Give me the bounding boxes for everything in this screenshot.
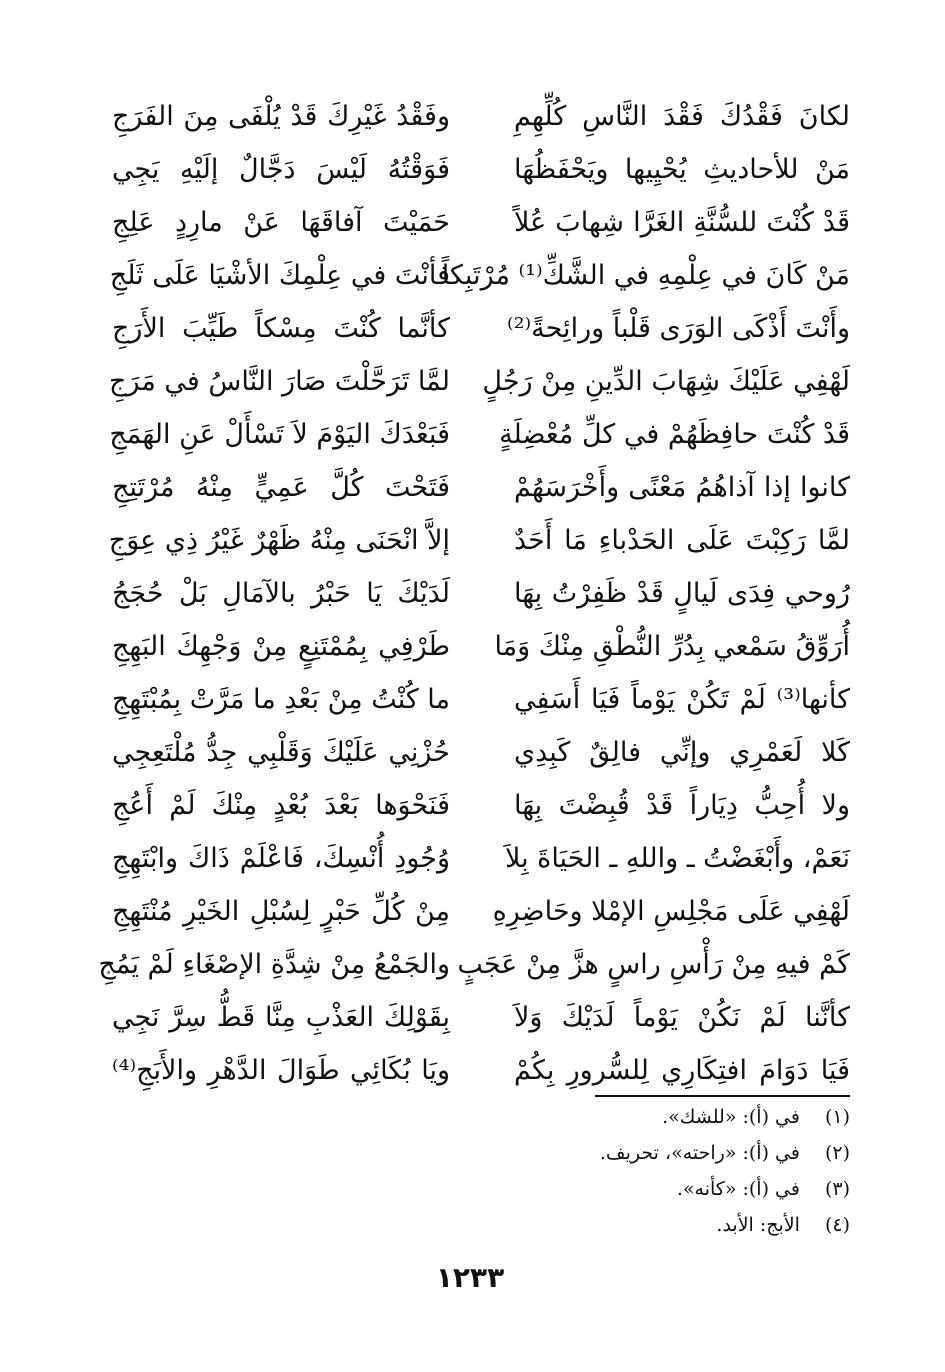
verse-second-hemistich: بِقَوْلِكَ العَذْبِ مِنَّا قَطُّ سِرَّ نَجِي <box>112 1002 450 1033</box>
verse-first-hemistich: كأنَّنا لَمْ نَكُنْ يَوْماً لَدَيْكَ وَلاَ <box>514 1002 850 1033</box>
verse-second-hemistich: فَوَقْتُهُ لَيْسَ دَجَّالٌ إلَيْهِ يَجِي <box>112 154 450 185</box>
verse-second-hemistich: وُجُودِ أُنْسِكَ، فَاعْلَمْ ذَاكَ وابْتَهِجِ <box>112 843 450 874</box>
footnote <box>600 1138 850 1168</box>
verse-first-hemistich: قَدْ كُنْتَ حافِظَهُمْ في كلِّ مُعْضِلَةٍ <box>499 419 850 450</box>
verse-second-hemistich: كأنَّما كُنْتَ مِسْكاً طَيِّبَ الأَرَجِ <box>112 313 450 344</box>
verse-second-hemistich: حَمَيْتَ آفاقَهَا عَنْ مارِدٍ عَلِجِ <box>112 207 450 238</box>
verse-first-hemistich: نَعَمْ، وأَبْغَضْتُ ـ واللهِ ـ الحَيَاةَ بِلاَ <box>504 843 850 874</box>
verse-first-hemistich: لمَّا رَكِبْتَ عَلَى الحَدْباءِ مَا أَحَدٌ <box>514 525 850 556</box>
verse-first-hemistich: كَلا لَعَمْرِي وإنِّي فالِقٌ كَبِدِي <box>514 737 850 768</box>
verse-first-hemistich: لَهْفِي عَلَيْكَ شِهَابَ الدِّينِ مِنْ رَجُلٍ <box>482 366 850 397</box>
verse-first-hemistich: كأنها⁽³⁾ لَمْ تَكُنْ يَوْماً فَيَا أَسَفِي <box>514 684 850 715</box>
verse-second-hemistich: فَبَعْدَكَ اليَوْمَ لاَ تَسْأَلْ عَنِ الهَمَجِ <box>109 419 450 450</box>
verse-second-hemistich: ما كُنْتُ مِنْ بَعْدِ ما مَرَّتْ بِمُبْتَهِجِ <box>111 684 450 715</box>
footnote <box>716 1210 850 1240</box>
footnote <box>677 1174 850 1204</box>
verse-first-hemistich: مَنْ للأحاديثِ يُحْيِيها ويَحْفَظُهَا <box>514 154 850 185</box>
footnote-text: في (أ): «راحته»، تحريف. <box>599 1142 800 1164</box>
footnote-number: (٤) <box>824 1214 850 1236</box>
poem <box>0 90 945 1086</box>
verse-second-hemistich: والجَمْعُ مِنْ شِدَّةِ الإصْغَاءِ لَمْ يَمُجِ <box>98 949 450 980</box>
verse-first-hemistich: وأَنْتَ أَذْكَى الوَرَى قَلْباً ورائِحةً⁽²⁾ <box>507 313 850 344</box>
footnote-text: الأبج: الأبد. <box>716 1214 800 1236</box>
verse-second-hemistich: لَدَيْكَ يَا حَبْرُ بالآمَالِ بَلْ حُجَجُ <box>112 578 450 609</box>
verse-second-hemistich: فَنَحْوَها بَعْدَ بُعْدٍ مِنْكَ لَمْ أَعُجِ <box>112 790 450 821</box>
verse-second-hemistich: وفَقْدُ غَيْرِكَ قَدْ يُلْفَى مِنَ الفَرَجِ <box>112 101 450 132</box>
footnote-text: في (أ): «كأنه». <box>676 1178 800 1200</box>
verse-second-hemistich: ويَا بُكَائِي طَوَالَ الدَّهْرِ والأَبَجِ⁽⁴⁾ <box>112 1055 450 1086</box>
verse-first-hemistich: فَيَا دَوَامَ افتِكَارِي لِلسُّرورِ بِكُمْ <box>514 1055 850 1086</box>
verse-second-hemistich: إلاَّ انْحَنَى مِنْهُ ظَهْرٌ غَيْرُ ذِي عِوَجِ <box>108 525 450 556</box>
verse-first-hemistich: قَدْ كُنْتَ للسُّنَّةِ الغَرَّا شِهابَ عُلاً <box>514 207 850 238</box>
verse-first-hemistich: رُوحي فِدَى لَيالٍ قَدْ ظَفِرْتُ بِهَا <box>514 578 850 609</box>
verse-second-hemistich: طَرْفِي بِمُمْتَنِعٍ مِنْ وَجْهِكَ البَهِجِ <box>112 631 450 662</box>
verse-second-hemistich: فَتَحْتَ كُلَّ عَمِيٍّ مِنْهُ مُرْتَتِجِ <box>112 472 450 503</box>
verse-second-hemistich: مِنْ كُلِّ حَبْرٍ لِسُبْلِ الخَيْرِ مُنْتَهِجِ <box>112 896 450 927</box>
verse-first-hemistich: ولا أُحِبُّ دِيَاراً قَدْ قُبِضْتَ بِهَا <box>514 790 850 821</box>
verse-second-hemistich: لمَّا تَرَحَّلْتَ صَارَ النَّاسُ في مَرَجِ <box>109 366 450 397</box>
verse-second-hemistich: حُزْنِي عَلَيْكَ وَقَلْبِي جِدُّ مُلْتَعِجِي <box>112 737 450 768</box>
verse-first-hemistich: مَنْ كَانَ في عِلْمِهِ في الشَّكِّ⁽¹⁾ مُرْتَبِكاً <box>441 260 850 291</box>
footnote-number: (٣) <box>824 1178 850 1200</box>
verse-second-hemistich: فأنْتَ في عِلْمِكَ الأشْيَا عَلَى ثَلَجِ <box>109 260 450 291</box>
page-number: ١٢٣٣ <box>435 1261 505 1294</box>
verse-first-hemistich: لَهْفِي عَلَى مَجْلِسِ الإمْلا وحَاضِرِهِ <box>492 896 850 927</box>
footnote-number: (١) <box>824 1106 850 1128</box>
footnote <box>662 1102 850 1132</box>
verse-first-hemistich: كانوا إذا آذاهُمُ مَعْنًى وأَخْرَسَهُمْ <box>514 472 850 503</box>
verse-first-hemistich: أُرَوِّقُ سَمْعي بِدُرِّ النُّطْقِ مِنْكَ وَمَا <box>494 631 850 662</box>
verse-first-hemistich: كَمْ فيهِ مِنْ رَأْسِ راسٍ هزَّ مِنْ عَجَبٍ <box>457 949 850 980</box>
footnote-divider <box>595 1095 850 1097</box>
footnote-text: في (أ): «للشك». <box>662 1106 800 1128</box>
footnote-number: (٢) <box>824 1142 850 1164</box>
verse-first-hemistich: لكانَ فَقْدُكَ فَقْدَ النَّاسِ كُلِّهِمِ <box>514 101 850 132</box>
